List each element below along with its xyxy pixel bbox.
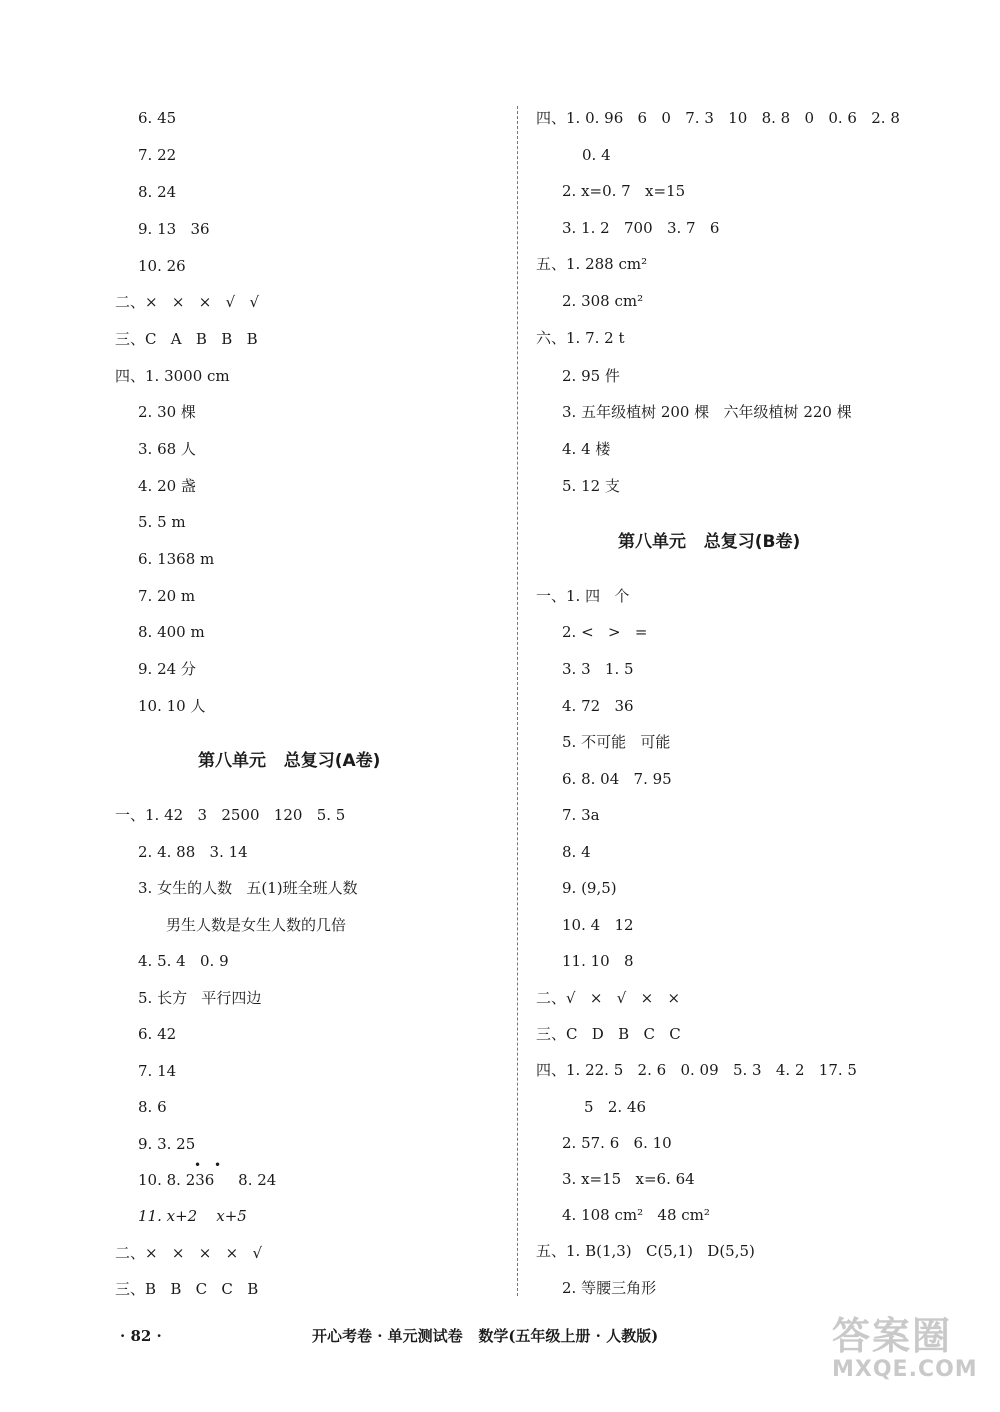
answer-line: 8. 4 [562, 843, 591, 861]
answer-line: 3. 1. 2 700 3. 7 6 [562, 219, 720, 237]
answer-line: 9. (9,5) [562, 879, 617, 897]
answer-line: 5. 不可能 可能 [562, 733, 671, 751]
page-number: · 82 · [120, 1327, 162, 1345]
answer-line: 10. 4 12 [562, 916, 634, 934]
answer-line: 三、B B C C B [115, 1280, 259, 1298]
answer-line: 三、C A B B B [115, 330, 258, 348]
answer-line: 五、1. 288 cm² [536, 255, 648, 273]
answer-line: 5. 长方 平行四边 [138, 989, 262, 1007]
answer-line: 9. 13 36 [138, 220, 210, 238]
answer-line: 六、1. 7. 2 t [536, 329, 625, 347]
answer-line: 一、1. 42 3 2500 120 5. 5 [115, 806, 346, 824]
answer-line: 二、× × × √ √ [115, 293, 260, 311]
answer-line: 二、√ × √ × × [536, 989, 681, 1007]
answer-line: 4. 72 36 [562, 697, 634, 715]
answer-line: 4. 20 盏 [138, 477, 196, 495]
answer-line: 9. 3. 25 [138, 1135, 196, 1153]
answer-line: 6. 42 [138, 1025, 177, 1043]
answer-line: 4. 4 楼 [562, 440, 611, 458]
answer-line: 8. 6 [138, 1098, 167, 1116]
answer-line: 一、1. 四 个 [536, 587, 630, 605]
answer-line: 3. 女生的人数 五(1)班全班人数 [138, 879, 358, 897]
answer-line: 3. 五年级植树 200 棵 六年级植树 220 棵 [562, 403, 852, 421]
answer-line: 8. 24 [138, 183, 177, 201]
answer-line: 3. x=15 x=6. 64 [562, 1170, 695, 1188]
answer-line: 四、1. 3000 cm [115, 367, 230, 385]
repeating-decimal-dot: • [194, 1158, 202, 1172]
answer-line: 10. 26 [138, 257, 186, 275]
answer-line: 5. 5 m [138, 513, 186, 531]
answer-line: 2. < > = [562, 623, 648, 641]
answer-line: 2. 57. 6 6. 10 [562, 1134, 672, 1152]
answer-line: 5. 12 支 [562, 477, 620, 495]
answer-line: 10. 10 人 [138, 697, 206, 715]
answer-line: 7. 22 [138, 146, 177, 164]
column-divider [517, 106, 518, 1296]
answer-line: 6. 1368 m [138, 550, 215, 568]
answer-line: 三、C D B C C [536, 1025, 681, 1043]
answer-line: 五、1. B(1,3) C(5,1) D(5,5) [536, 1242, 755, 1260]
answer-line: 8. 400 m [138, 623, 205, 641]
watermark-logo [832, 1315, 992, 1395]
repeating-decimal-dot: • [214, 1158, 222, 1172]
answer-line: 2. x=0. 7 x=15 [562, 182, 686, 200]
watermark-url: MXQE.COM [832, 1357, 978, 1382]
answer-line: 4. 5. 4 0. 9 [138, 952, 229, 970]
answer-line: 二、× × × × √ [115, 1244, 263, 1262]
book-title: 开心考卷 · 单元测试卷 数学(五年级上册 · 人教版) [312, 1327, 659, 1345]
answer-line: 6. 45 [138, 109, 177, 127]
answer-line: 2. 30 棵 [138, 403, 196, 421]
answer-line: 5 2. 46 [584, 1098, 647, 1116]
answer-line: 11. 10 8 [562, 952, 634, 970]
answer-line: 2. 4. 88 3. 14 [138, 843, 248, 861]
answer-line: 11. x+2 x+5 [138, 1207, 247, 1225]
answer-line: 4. 108 cm² 48 cm² [562, 1206, 710, 1224]
answer-line: 7. 20 m [138, 587, 196, 605]
answer-line: 2. 等腰三角形 [562, 1279, 657, 1297]
answer-line: 0. 4 [582, 146, 611, 164]
section-heading: 第八单元 总复习(B卷) [618, 532, 801, 552]
section-heading: 第八单元 总复习(A卷) [198, 751, 381, 771]
answer-line: 四、1. 0. 96 6 0 7. 3 10 8. 8 0 0. 6 2. 8 [536, 109, 900, 127]
answer-line: 6. 8. 04 7. 95 [562, 770, 672, 788]
watermark-text: 答案圈 [832, 1314, 953, 1358]
answer-line: 10. 8. 236 8. 24 [138, 1171, 277, 1189]
answer-line: 7. 14 [138, 1062, 177, 1080]
answer-line: 9. 24 分 [138, 660, 196, 678]
answer-line: 3. 3 1. 5 [562, 660, 634, 678]
answer-line: 四、1. 22. 5 2. 6 0. 09 5. 3 4. 2 17. 5 [536, 1061, 857, 1079]
answer-line: 3. 68 人 [138, 440, 196, 458]
answer-line: 7. 3a [562, 806, 600, 824]
answer-line: 2. 95 件 [562, 367, 620, 385]
answer-line: 2. 308 cm² [562, 292, 644, 310]
answer-line: 男生人数是女生人数的几倍 [166, 916, 347, 934]
